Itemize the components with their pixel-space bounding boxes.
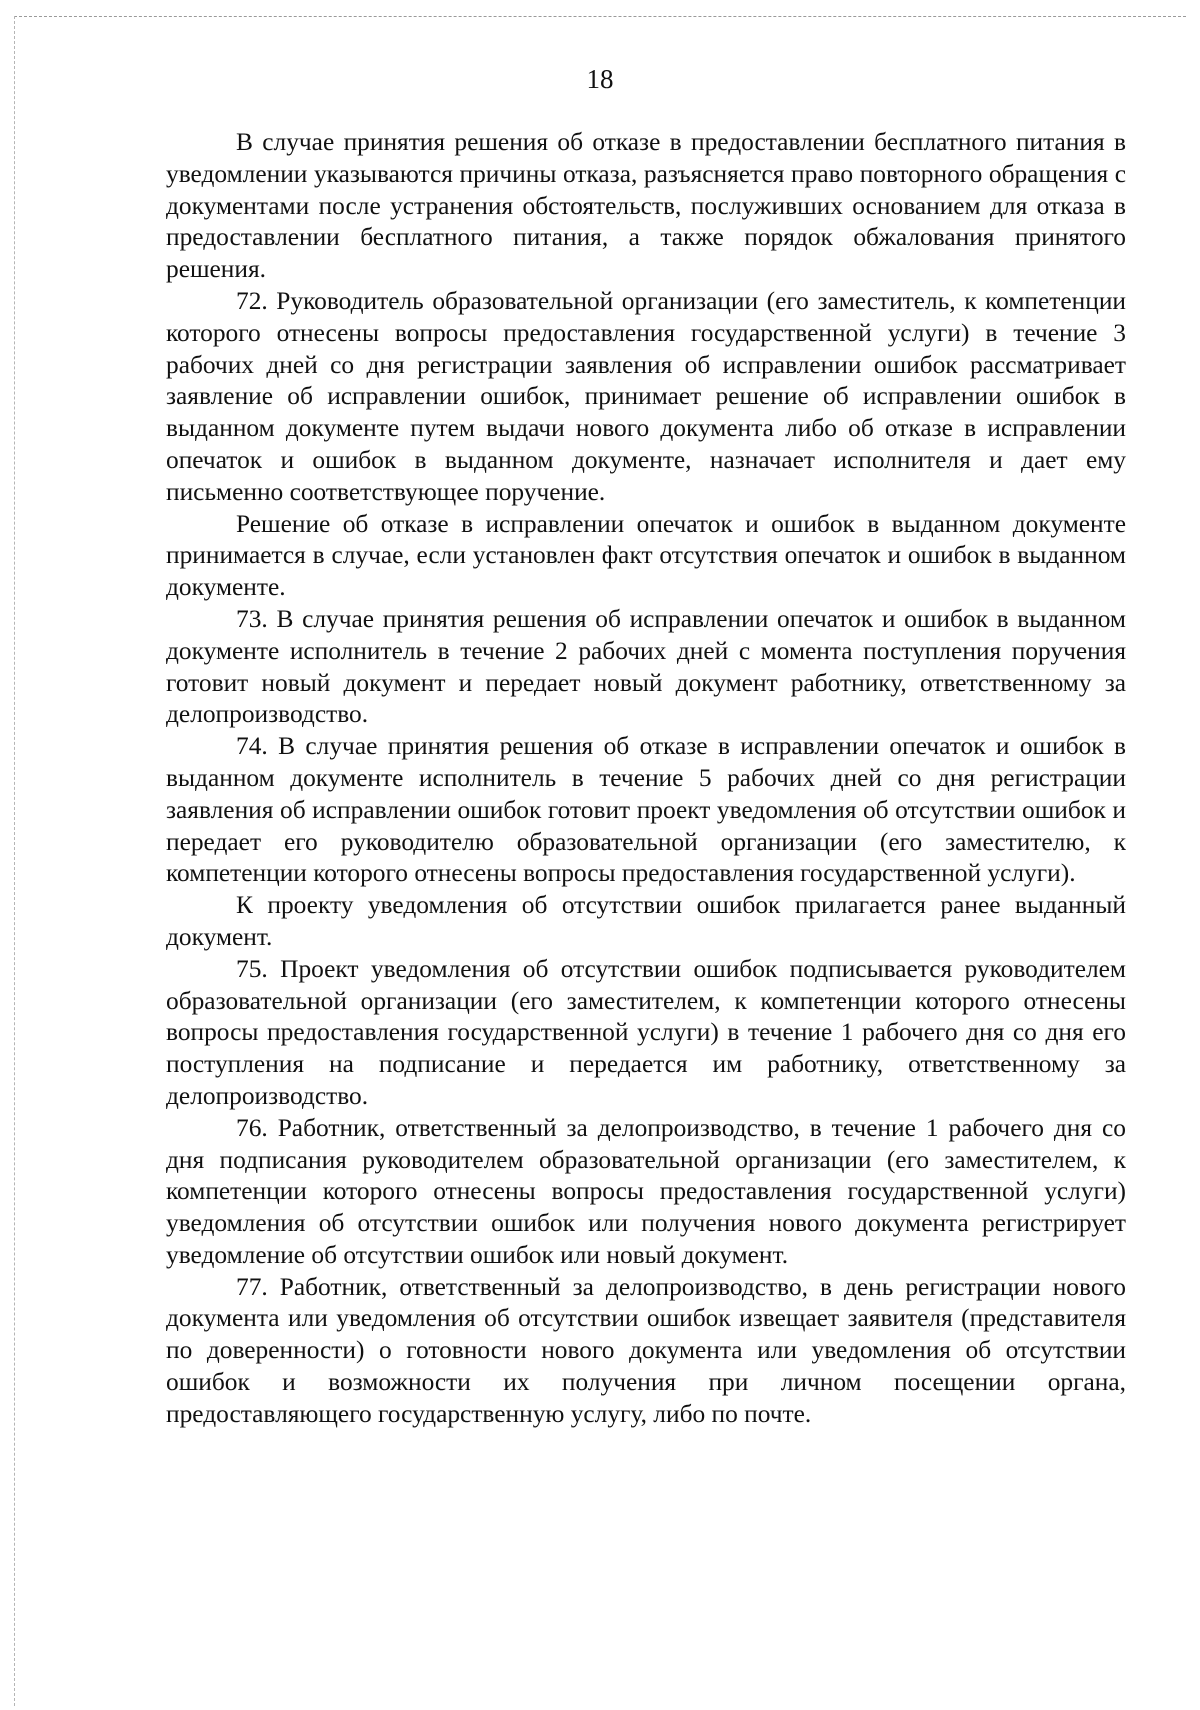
paragraph-74-attachment: К проекту уведомления об отсутствии ошибок прилагается ранее выданный документ.: [166, 891, 1126, 951]
page-number: 18: [586, 64, 614, 94]
paragraph-72-refusal-decision: Решение об отказе в исправлении опечаток и ошибок в выданном документе принимается в случае, если установлен факт отсутствия опечаток и ошибок в выданном документе.: [166, 509, 1126, 602]
paragraph-77: 77. Работник, ответственный за делопроизводство, в день регистрации нового документа или уведомления об отсутствии ошибок извещает заявителя (представителя по доверенности) о готовности нового документа или уведомления об отсутствии ошибок и возможности их получения при личном посещении органа, предоставляющего государственную услугу, либо по почте.: [166, 1272, 1126, 1428]
scan-border-top: [14, 16, 1186, 17]
document-body: [166, 127, 1126, 1431]
paragraph-74: 74. В случае принятия решения об отказе в исправлении опечаток и ошибок в выданном документе исполнитель в течение 5 рабочих дней со дня регистрации заявления об исправлении ошибок готовит проект уведомления об отсутствии ошибок и передает его руководителю образовательной организации (его заместителю, к компетенции которого отнесены вопросы предоставления государственной услуги).: [166, 732, 1126, 888]
scan-border-left: [14, 16, 15, 1706]
paragraph-72: 72. Руководитель образовательной организации (его заместитель, к компетенции которого отнесены вопросы предоставления государственной услуги) в течение 3 рабочих дней со дня регистрации заявления об исправлении ошибок рассматривает заявление об исправлении ошибок, принимает решение об исправлении ошибок в выданном документе путем выдачи нового документа либо об отказе в исправлении опечаток и ошибок в выданном документе, назначает исполнителя и дает ему письменно соответствующее поручение.: [166, 286, 1126, 506]
paragraph-73: 73. В случае принятия решения об исправлении опечаток и ошибок в выданном документе исполнитель в течение 2 рабочих дней с момента поступления поручения готовит новый документ и передает новый документ работнику, ответственному за делопроизводство.: [166, 604, 1126, 729]
paragraph-75: 75. Проект уведомления об отсутствии ошибок подписывается руководителем образовательной организации (его заместителем, к компетенции которого отнесены вопросы предоставления государственной услуги) в течение 1 рабочего дня со дня его поступления на подписание и передается им работнику, ответственному за делопроизводство.: [166, 954, 1126, 1110]
paragraph-76: 76. Работник, ответственный за делопроизводство, в течение 1 рабочего дня со дня подписания руководителем образовательной организации (его заместителем, к компетенции которого отнесены вопросы предоставления государственной услуги) уведомления об отсутствии ошибок или получения нового документа регистрирует уведомление об отсутствии ошибок или новый документ.: [166, 1113, 1126, 1269]
paragraph-refusal-notice: В случае принятия решения об отказе в предоставлении бесплатного питания в уведомлении указываются причины отказа, разъясняется право повторного обращения с документами после устранения обстоятельств, послуживших основанием для отказа в предоставлении бесплатного питания, а также порядок обжалования принятого решения.: [166, 128, 1126, 284]
